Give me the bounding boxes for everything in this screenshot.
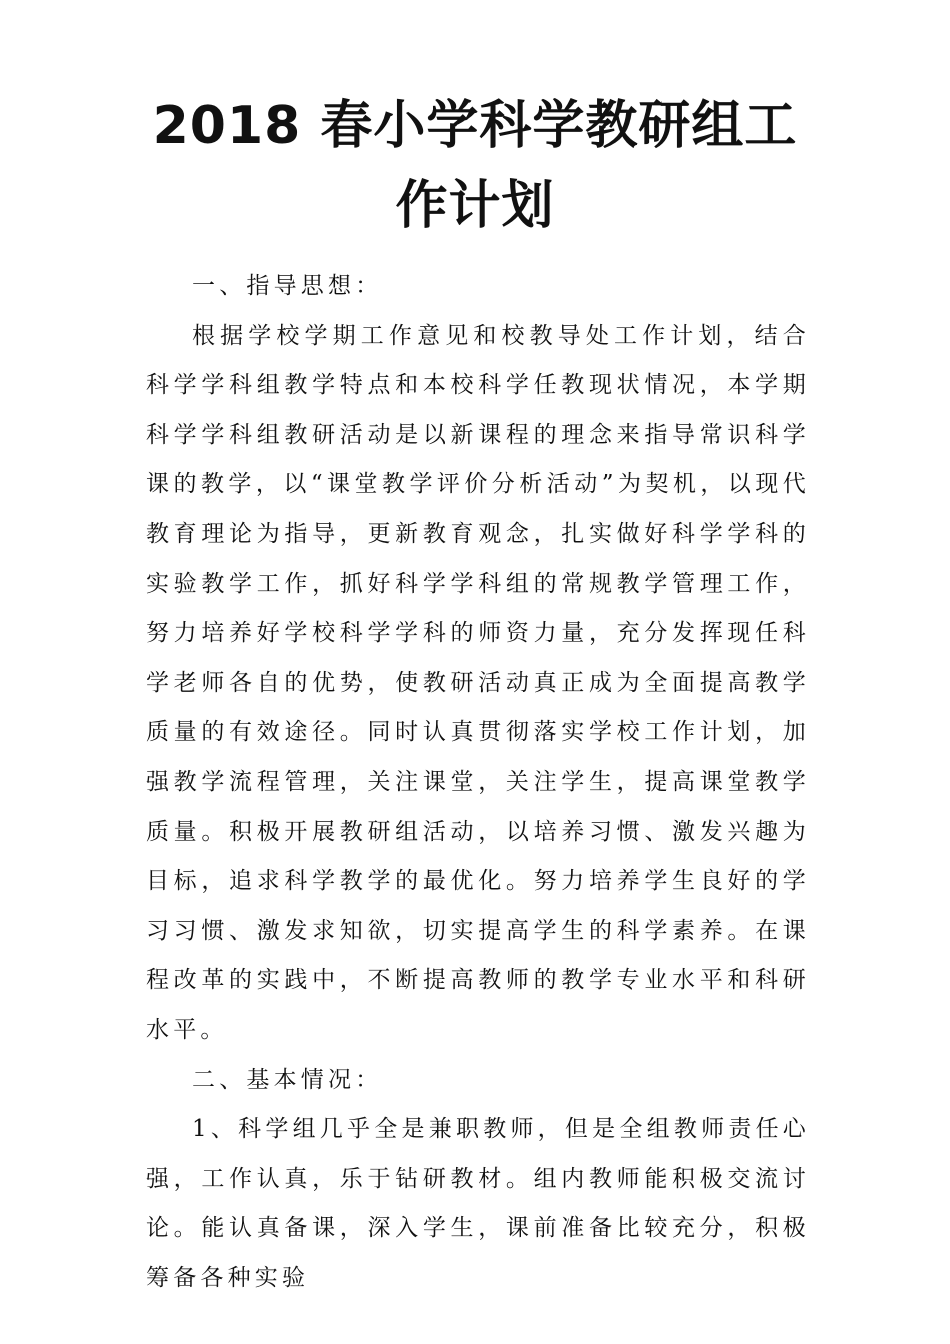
paragraph-basic-situation-1: 1、科学组几乎全是兼职教师，但是全组教师责任心强，工作认真，乐于钻研教材。组内教师能积极交流讨论。能认真备课，深入学生，课前准备比较充分，积极筹备各种实验: [146, 1116, 810, 1291]
document-body: [146, 262, 810, 1303]
section-heading-basic-situation: 二、基本情况：: [192, 1066, 383, 1093]
paragraph-guiding-ideology: 根据学校学期工作意见和校教导处工作计划，结合科学学科组教学特点和本校科学任教现状情况，本学期科学学科组教研活动是以新课程的理念来指导常识科学课的教学，以“课堂教学评价分析活动”为契机，以现代教育理论为指导，更新教育观念，扎实做好科学学科的实验教学工作，抓好科学学科组的常规教学管理工作，努力培养好学校科学学科的师资力量，充分发挥现任科学老师各自的优势，使教研活动真正成为全面提高教学质量的有效途径。同时认真贯彻落实学校工作计划，加强教学流程管理，关注课堂，关注学生，提高课堂教学质量。积极开展教研组活动，以培养习惯、激发兴趣为目标，追求科学教学的最优化。努力培养学生良好的学习习惯、激发求知欲，切实提高学生的科学素养。在课程改革的实践中，不断提高教师的教学专业水平和科研水平。: [146, 322, 810, 1043]
document-title: 2018 春小学科学教研组工作计划: [152, 96, 798, 236]
section-heading-guiding-ideology: 一、指导思想：: [192, 273, 383, 299]
